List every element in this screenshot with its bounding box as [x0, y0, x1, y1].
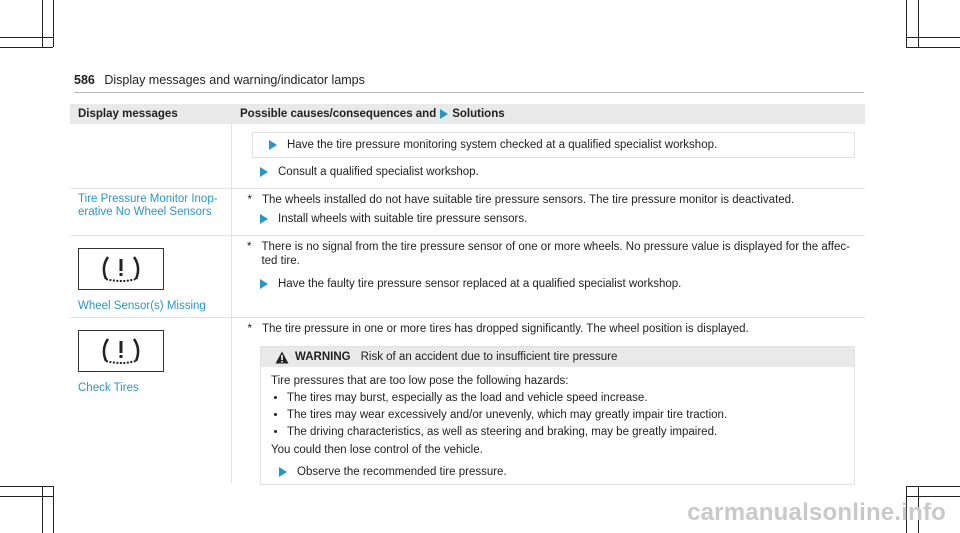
solution-cell [232, 189, 865, 235]
solution-cell [232, 236, 865, 317]
crop-mark [0, 47, 53, 48]
crop-mark [0, 496, 53, 497]
crop-mark [0, 37, 53, 38]
message-cell [70, 318, 232, 483]
warning-title: Risk of an accident due to insufficient tire pressure [360, 351, 618, 363]
crop-mark [906, 486, 960, 487]
play-arrow-icon [279, 467, 287, 477]
crop-mark [906, 0, 907, 47]
step-text: Have the tire pressure monitoring system checked at a qualified specialist workshop. [287, 139, 718, 151]
list-item: • The driving characteristics, as well as steering and braking, may be greatly impaired. [287, 424, 844, 440]
tire-pressure-warning-icon [78, 248, 164, 290]
note-text: The wheels installed do not have suitable tire pressure sensors. The tire pressure monitor is deactivated. [262, 194, 795, 206]
hazard-list [271, 390, 844, 440]
display-message: Check Tires [78, 382, 139, 394]
warning-triangle-icon [275, 351, 289, 364]
solution-cell [232, 318, 865, 489]
display-message: Wheel Sensor(s) Missing [78, 300, 206, 312]
header-rule [74, 92, 864, 93]
play-arrow-icon [260, 214, 268, 224]
col-header-causes [232, 108, 865, 120]
warning-outro: You could then lose control of the vehicle. [271, 444, 483, 456]
warning-body [261, 367, 854, 484]
warning-label: WARNING [295, 351, 351, 363]
warning-header [261, 347, 854, 367]
col-header-display-messages: Display messages [78, 108, 178, 120]
play-arrow-icon [260, 167, 268, 177]
step-text: Have the faulty tire pressure sensor replaced at a qualified specialist workshop. [278, 278, 682, 290]
display-message: Tire Pressure Monitor Inop-erative No Wheel Sensors [78, 193, 218, 218]
table-header [70, 104, 865, 124]
crop-mark [42, 486, 43, 533]
note-marker: * [247, 323, 252, 335]
solution-step [260, 166, 855, 178]
note-marker: * [247, 194, 252, 206]
col-header-suffix: Solutions [452, 108, 505, 120]
cause-note [242, 240, 855, 268]
note-marker: * [246, 241, 252, 253]
crop-mark [53, 0, 54, 47]
crop-mark [53, 486, 54, 533]
note-text: There is no signal from the tire pressure sensor of one or more wheels. No pressure value is displayed for the affec-ted tire. [261, 241, 850, 267]
message-cell [70, 189, 232, 235]
cause-note [242, 193, 855, 207]
crop-mark [0, 486, 53, 487]
note-text: The tire pressure in one or more tires has dropped significantly. The wheel position is displayed. [262, 323, 749, 335]
warning-intro: Tire pressures that are too low pose the following hazards: [271, 375, 569, 387]
step-box [252, 132, 855, 158]
solution-step [260, 213, 855, 225]
solution-step [260, 278, 855, 290]
step-text: Observe the recommended tire pressure. [297, 466, 507, 478]
play-arrow-icon [260, 279, 268, 289]
table-row [70, 318, 865, 489]
message-cell [70, 124, 232, 188]
col-header-prefix: Possible causes/consequences and [240, 108, 437, 120]
list-item: • The tires may burst, especially as the load and vehicle speed increase. [287, 390, 844, 406]
crop-mark [42, 0, 43, 47]
tire-pressure-warning-icon [78, 330, 164, 372]
list-item: • The tires may wear excessively and/or unevenly, which may greatly impair tire traction. [287, 407, 844, 423]
crop-mark [906, 37, 960, 38]
step-text: Install wheels with suitable tire pressure sensors. [278, 213, 528, 225]
play-arrow-icon [440, 109, 448, 119]
solution-step [269, 139, 844, 151]
solution-cell [232, 124, 865, 188]
warning-box [260, 346, 855, 485]
step-text: Consult a qualified specialist workshop. [278, 166, 479, 178]
table-row [70, 124, 865, 189]
table-row [70, 189, 865, 236]
message-cell [70, 236, 232, 317]
crop-mark [906, 496, 960, 497]
page-header [74, 73, 365, 87]
messages-table [70, 104, 865, 489]
crop-mark [918, 0, 919, 47]
solution-step [279, 464, 844, 480]
page-title: Display messages and warning/indicator lamps [104, 73, 365, 87]
cause-note [242, 322, 855, 336]
page-number: 586 [74, 73, 95, 87]
watermark: carmanualsonline.info [687, 499, 946, 526]
crop-mark [906, 47, 960, 48]
table-row [70, 236, 865, 318]
play-arrow-icon [269, 140, 277, 150]
